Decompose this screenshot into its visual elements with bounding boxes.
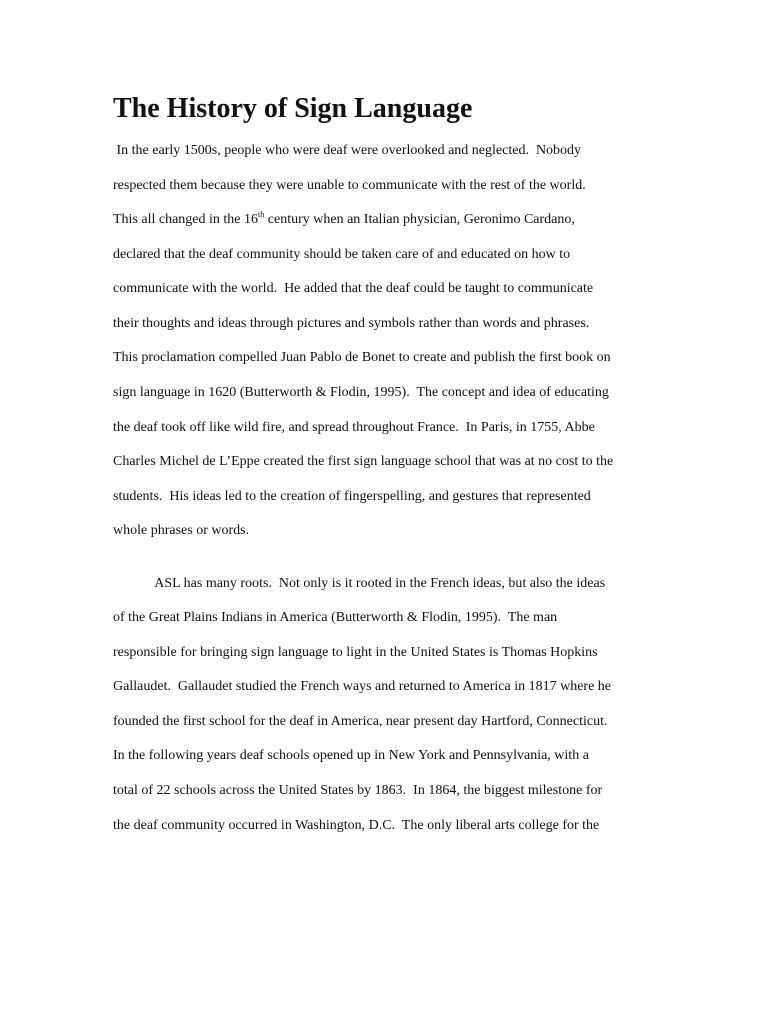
paragraph-2-line-1: ASL has many roots. Not only is it rooted in the French ideas, but also the ideas xyxy=(113,576,606,591)
paragraph-1-line-6: their thoughts and ideas through pictures and symbols rather than words and phrases. xyxy=(113,316,590,331)
document-title: The History of Sign Language xyxy=(113,93,473,124)
paragraph-1-line-4: declared that the deaf community should be taken care of and educated on how to xyxy=(113,247,571,262)
paragraph-2-line-7: total of 22 schools across the United States by 1863. In 1864, the biggest milestone for xyxy=(113,783,603,798)
paragraph-1-line-1: In the early 1500s, people who were deaf were overlooked and neglected. Nobody xyxy=(113,143,582,158)
paragraph-1-line-3-after: century when an Italian physician, Geronimo Cardano, xyxy=(264,212,575,227)
paragraph-1-line-9: the deaf took off like wild fire, and spread throughout France. In Paris, in 1755, Abbe xyxy=(113,420,595,435)
paragraph-2-line-4: Gallaudet. Gallaudet studied the French ways and returned to America in 1817 where he xyxy=(113,679,612,694)
paragraph-1-line-8: sign language in 1620 (Butterworth & Flodin, 1995). The concept and idea of educating xyxy=(113,385,609,400)
paragraph-1-line-7: This proclamation compelled Juan Pablo de Bonet to create and publish the first book on xyxy=(113,350,611,365)
ordinal-superscript: th xyxy=(258,210,265,219)
paragraph-2-line-6: In the following years deaf schools opened up in New York and Pennsylvania, with a xyxy=(113,748,589,763)
paragraph-1-line-10: Charles Michel de L’Eppe created the first sign language school that was at no cost to the xyxy=(113,454,614,469)
paragraph-2-line-2: of the Great Plains Indians in America (Butterworth & Flodin, 1995). The man xyxy=(113,610,558,625)
paragraph-1-line-2: respected them because they were unable to communicate with the rest of the world. xyxy=(113,178,586,193)
paragraph-1-line-3-before: This all changed in the 16 xyxy=(113,212,259,227)
paragraph-1-line-12: whole phrases or words. xyxy=(113,523,250,538)
paragraph-1-line-11: students. His ideas led to the creation of fingerspelling, and gestures that represented xyxy=(113,489,591,504)
paragraph-1-line-3 xyxy=(113,210,575,230)
paragraph-1-line-5: communicate with the world. He added that the deaf could be taught to communicate xyxy=(113,281,594,296)
paragraph-2-line-8: the deaf community occurred in Washington, D.C. The only liberal arts college for the xyxy=(113,818,600,833)
paragraph-2-line-5: founded the first school for the deaf in America, near present day Hartford, Connecticut. xyxy=(113,714,608,729)
paragraph-2-line-3: responsible for bringing sign language to light in the United States is Thomas Hopkins xyxy=(113,645,598,660)
